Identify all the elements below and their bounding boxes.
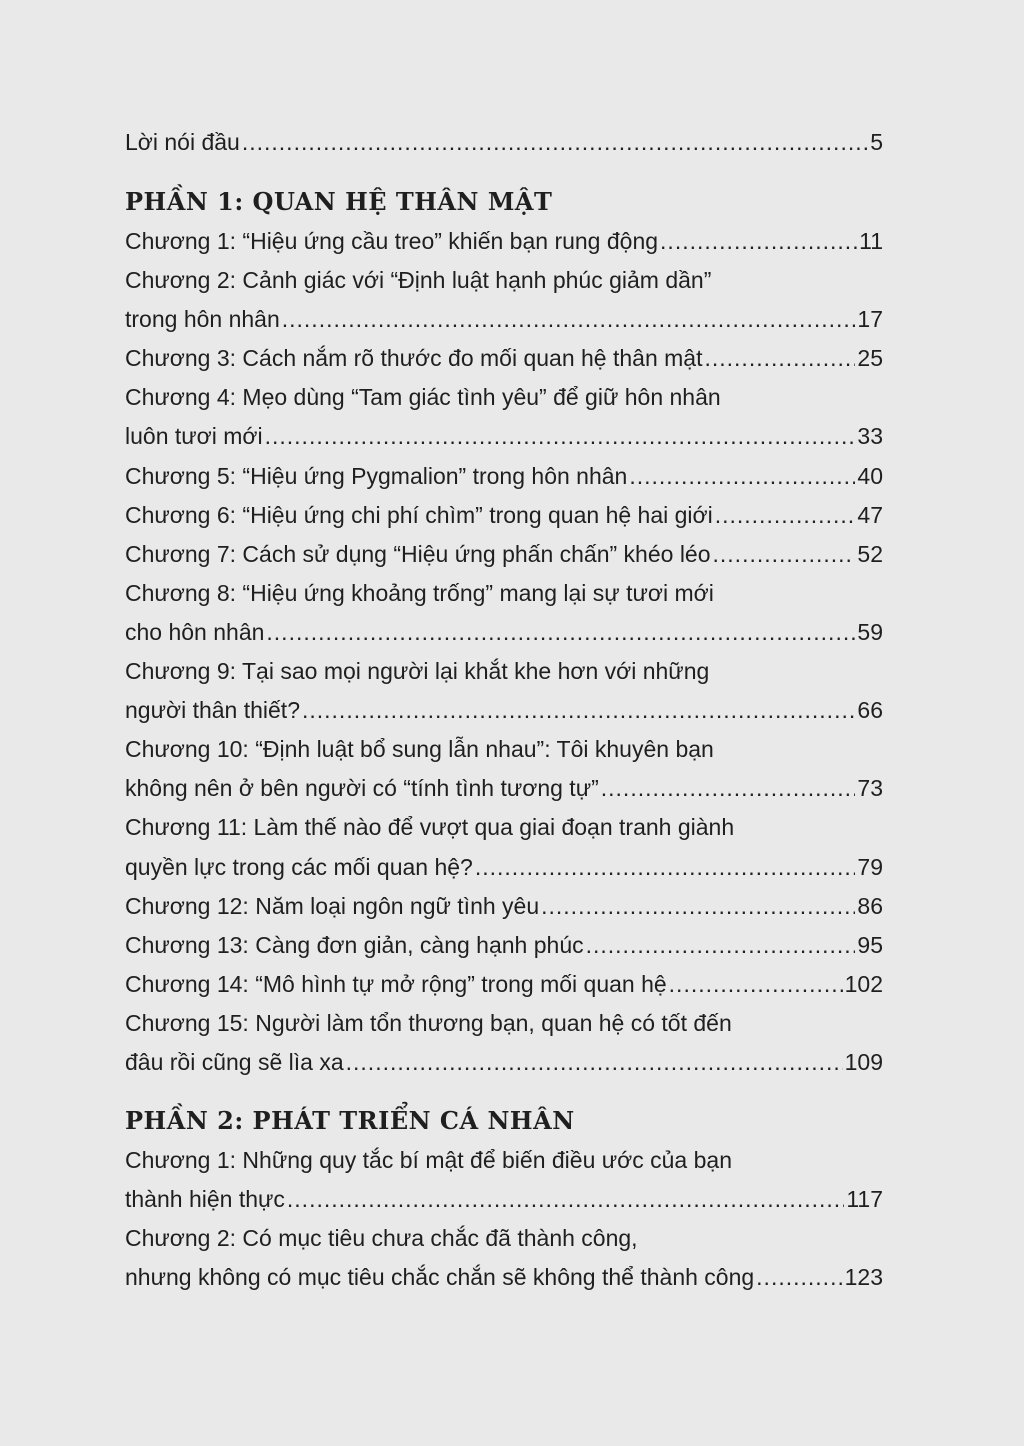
toc-entry (125, 222, 883, 261)
part-2-section (125, 1101, 883, 1297)
toc-page-number: 40 (857, 462, 883, 489)
toc-page-number: 33 (857, 423, 883, 450)
toc-entry-line: Chương 2: Có mục tiêu chưa chắc đã thành công, (125, 1225, 638, 1252)
toc-entry-line: Chương 15: Người làm tổn thương bạn, quan hệ có tốt đến (125, 1009, 732, 1036)
dot-leader (704, 339, 855, 378)
dot-leader (660, 222, 857, 261)
toc-entry-title: Lời nói đầu (125, 129, 240, 155)
toc-page-number: 73 (857, 775, 883, 802)
dot-leader (302, 691, 855, 730)
toc-entry-title: cho hôn nhân (125, 618, 265, 645)
toc-entry-title: người thân thiết? (125, 697, 300, 724)
toc-entry-title: Chương 12: Năm loại ngôn ngữ tình yêu (125, 892, 540, 919)
toc-entry-line: Chương 8: “Hiệu ứng khoảng trống” mang lại sự tươi mới (125, 579, 714, 606)
dot-leader (756, 1258, 842, 1297)
toc-entry (125, 123, 883, 162)
toc-page-number: 109 (844, 1048, 883, 1075)
toc-entry-title: Chương 1: “Hiệu ứng cầu treo” khiến bạn rung động (125, 228, 659, 254)
toc-entry-title: Chương 6: “Hiệu ứng chi phí chìm” trong quan hệ hai giới (125, 501, 713, 528)
toc-page-number: 102 (844, 970, 883, 997)
toc-entry-title: Chương 5: “Hiệu ứng Pygmalion” trong hôn nhân (125, 462, 628, 489)
toc-page-number: 52 (857, 540, 883, 567)
toc-page-number: 123 (844, 1264, 883, 1291)
toc-entry (125, 1258, 883, 1297)
toc-entry (125, 926, 883, 965)
toc-entry (125, 300, 883, 339)
toc-entry-title: Chương 7: Cách sử dụng “Hiệu ứng phấn chấn” khéo léo (125, 540, 711, 567)
toc-entry-line: Chương 9: Tại sao mọi người lại khắt khe hơn với những (125, 658, 710, 685)
toc-entry-title: luôn tươi mới (125, 423, 263, 450)
toc-entry (125, 691, 883, 730)
toc-entry-line: Chương 1: Những quy tắc bí mật để biến điều ước của bạn (125, 1147, 732, 1173)
toc-entry-line: Chương 4: Mẹo dùng “Tam giác tình yêu” để giữ hôn nhân (125, 384, 721, 411)
part-1-section (125, 182, 883, 1082)
toc-entry-line: Chương 11: Làm thế nào để vượt qua giai đoạn tranh giành (125, 814, 735, 841)
toc-entry (125, 613, 883, 652)
toc-entry-title: đâu rồi cũng sẽ lìa xa (125, 1048, 344, 1075)
dot-leader (629, 457, 855, 496)
toc-page-number: 66 (857, 697, 883, 724)
dot-leader (541, 887, 855, 926)
toc-entry (125, 457, 883, 496)
dot-leader (713, 535, 856, 574)
toc-entry-title: quyền lực trong các mối quan hệ? (125, 853, 473, 880)
toc-entry (125, 339, 883, 378)
toc-entry (125, 496, 883, 535)
part-1-heading: PHẦN 1: QUAN HỆ THÂN MẬT (125, 187, 553, 216)
toc-entry (125, 887, 883, 926)
dot-leader (346, 1043, 843, 1082)
toc-entry (125, 1043, 883, 1082)
toc-page-number: 117 (846, 1186, 883, 1213)
dot-leader (242, 123, 868, 162)
toc-page-number: 11 (859, 228, 883, 254)
toc-entry (125, 965, 883, 1004)
dot-leader (715, 496, 856, 535)
toc-entry (125, 535, 883, 574)
toc-page-number: 17 (857, 306, 883, 333)
toc-page-number: 79 (857, 853, 883, 880)
toc-entry (125, 848, 883, 887)
toc-entry-title: Chương 3: Cách nắm rõ thước đo mối quan hệ thân mật (125, 345, 703, 372)
dot-leader (265, 417, 856, 456)
toc-entry-title: Chương 13: Càng đơn giản, càng hạnh phúc (125, 931, 584, 958)
dot-leader (586, 926, 856, 965)
toc-entry-title: trong hôn nhân (125, 306, 280, 333)
dot-leader (287, 1180, 844, 1219)
part-1-chapter-list (125, 222, 883, 1082)
dot-leader (669, 965, 843, 1004)
dot-leader (266, 613, 855, 652)
toc-entry (125, 769, 883, 808)
toc-entry-title: không nên ở bên người có “tính tình tương tự” (125, 775, 599, 802)
toc-entry-title: Chương 14: “Mô hình tự mở rộng” trong mối quan hệ (125, 970, 667, 997)
toc-entry-title: nhưng không có mục tiêu chắc chắn sẽ không thể thành công (125, 1264, 755, 1291)
toc-entry (125, 417, 883, 456)
dot-leader (475, 848, 856, 887)
toc-entry-line: Chương 10: “Định luật bổ sung lẫn nhau”: Tôi khuyên bạn (125, 736, 714, 763)
toc-page-number: 5 (870, 129, 883, 155)
toc-page-number: 59 (857, 618, 883, 645)
preface-entry (125, 123, 883, 162)
toc-page-number: 25 (857, 345, 883, 372)
toc-entry-title: thành hiện thực (125, 1186, 285, 1213)
toc-entry-line: Chương 2: Cảnh giác với “Định luật hạnh phúc giảm dần” (125, 267, 712, 294)
dot-leader (601, 769, 856, 808)
toc-entry (125, 1180, 883, 1219)
toc-page-number: 86 (857, 892, 883, 919)
part-2-heading: PHẦN 2: PHÁT TRIỂN CÁ NHÂN (125, 1106, 575, 1135)
part-2-chapter-list (125, 1141, 883, 1297)
dot-leader (282, 300, 856, 339)
toc-page-number: 47 (857, 501, 883, 528)
toc-page-number: 95 (857, 931, 883, 958)
